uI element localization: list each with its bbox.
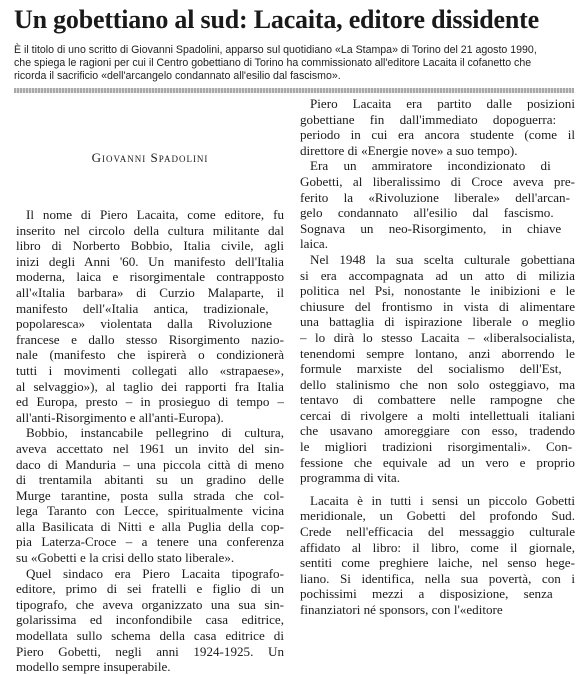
text-line: gelo condannato all'esilio dal fascismo. (300, 205, 554, 221)
text-line: su «Gobetti e la crisi dello stato liberale». (16, 550, 235, 566)
text-line: lega Taranto con Lecce, spiritualmente vicina (16, 503, 284, 519)
text-line: Quel sindaco era Piero Lacaita tipografo- (26, 565, 284, 581)
text-line: di trentamila abitanti su un gradino delle (16, 472, 284, 488)
text-line: meridionale, un Gobetti del profondo Sud. (300, 508, 575, 524)
text-line: inizi degli Anni '60. Un manifesto dell'Italia (16, 253, 284, 269)
paragraph-gap (300, 486, 575, 493)
text-line: finanziatori né sponsors, con l'«editore (300, 602, 503, 617)
text-line: una battaglia di ispirazione liberale o meglio (300, 314, 575, 330)
text-line: manifesto dell'«Italia antica, tradizionale, (16, 300, 269, 316)
text-line: Murge tarantine, posta sulla strada che col- (16, 487, 284, 503)
text-line: inserito nel circolo della cultura militante dal (16, 222, 284, 238)
text-line: Bobbio, instancabile pellegrino di cultura, (26, 425, 284, 441)
text-line: politica nel Psi, nonostante le inibizioni e le (300, 283, 575, 299)
text-line: Sognava un neo-Risorgimento, in chiave (300, 220, 562, 236)
text-line: Gobetti, al liberalissimo di Croce aveva pre- (300, 173, 575, 189)
text-line: tipografo, che aveva organizzato una sua sin- (16, 596, 284, 612)
text-line: Lacaita è in tutti i sensi un piccolo Gobetti (310, 492, 575, 508)
paragraph (300, 96, 575, 158)
text-line: editore, primo di sei fratelli e figlio di un (16, 581, 284, 597)
intro-line: È il titolo di uno scritto di Giovanni Spadolini, apparso sul quotidiano «La Stampa» di Torino del 21 agosto 1990, (14, 44, 537, 56)
text-line: aveva accettato nel 1961 un invito del sin- (16, 440, 284, 456)
headline: Un gobettiano al sud: Lacaita, editore dissidente (14, 5, 539, 34)
text-line: francese e dallo stesso Risorgimento nazio- (16, 331, 284, 347)
text-line: si era accompagnata ad un atto di milizia (300, 267, 575, 283)
paragraph (300, 493, 575, 618)
text-line: alla Basilicata di Nitti e alla Puglia della cop- (16, 518, 284, 534)
text-line: fessione che equivale ad un vero e proprio (300, 454, 575, 470)
text-line: Piero Gobetti, negli anni 1924-1925. Un (16, 643, 284, 659)
intro-text (14, 44, 574, 84)
text-line: che usavano amoreggiare con esso, tradendo (300, 423, 575, 439)
paragraph (16, 425, 284, 565)
text-line: ed Europa, presto – in prosieguo di tempo – (16, 394, 284, 410)
paragraph (16, 566, 284, 675)
text-line: – lo dirà lo stesso Lacaita – «liberalsocialista, (300, 329, 575, 345)
text-line: Piero Lacaita era partito dalle posizioni (310, 96, 575, 111)
text-line: formule marxiste del socialismo dell'Est, (300, 361, 562, 377)
text-line: Nel 1948 la sua scelta culturale gobettiana (310, 251, 575, 267)
text-line: ferito la «Rivoluzione liberale» dell'arcan- (300, 189, 570, 205)
text-line: Era un ammiratore incondizionato di (310, 158, 551, 174)
text-line: daco di Manduria – una piccola città di meno (16, 456, 284, 472)
text-line: all'«Italia barbara» di Curzio Malaparte, il (16, 284, 284, 300)
text-line: laica. (300, 236, 328, 252)
byline: Giovanni Spadolini (91, 150, 209, 165)
text-line: golarissima ed inconfondibile casa editrice, (16, 612, 284, 628)
paragraph (16, 207, 284, 425)
text-line: periodo in cui era ancora studente (come il (300, 127, 575, 143)
right-column (300, 96, 575, 618)
text-line: le migliori tradizioni risorgimentali». Con- (300, 439, 573, 455)
paragraph (300, 252, 575, 486)
text-line: chiusure del frontismo in vista di alimentare (300, 298, 575, 314)
text-line: tenendomi sempre lontano, anzi aborrendo le (300, 345, 575, 361)
text-line: sentiti come preghiere laiche, nel senso hege- (300, 555, 575, 571)
text-line: liano. Si identifica, nella sua povertà, con i (300, 570, 575, 586)
text-line: Crede nell'efficacia del messaggio culturale (300, 524, 575, 540)
text-line: cercai di rivolgere a molti intellettuali italiani (300, 407, 575, 423)
left-column (16, 96, 284, 675)
text-line: programma di vita. (300, 470, 400, 486)
paragraph (300, 158, 575, 252)
text-line: pia Laterza-Croce – a tenere una conferenza (16, 534, 284, 550)
text-line: al selvaggio»), al taglio dei rapporti fra Italia (16, 378, 284, 394)
text-line: popolaresca» violentata dalla Rivoluzione (16, 316, 272, 332)
text-line: tutti i movimenti collegati allo «strapaese», (16, 362, 284, 378)
text-line: dello stalinismo che non solo osteggiavo, ma (300, 376, 575, 392)
text-line: all'anti-Risorgimento e all'anti-Europa). (16, 409, 224, 425)
text-line: direttore di «Energie nove» a suo tempo). (300, 142, 518, 158)
text-line: libro di Norberto Bobbio, Italia civile, agli (16, 238, 284, 254)
text-line: moderna, laica e risorgimentale contrapposto (16, 269, 284, 285)
separator-band (14, 88, 574, 93)
text-line: Il nome di Piero Lacaita, come editore, fu (26, 207, 284, 222)
text-line: modellata sullo schema della casa editrice di (16, 628, 284, 644)
intro-line: che spiega le ragioni per cui il Centro gobettiano di Torino ha commissionato all'editore Lacaita il cofanetto che (14, 57, 532, 70)
text-line: nale (manifesto che ispirerà o condizionerà (16, 347, 284, 363)
text-line: gobettiane fin dall'immediato dopoguerra: (300, 111, 557, 127)
text-line: pochissimi mezzi a disposizione, senza (300, 586, 553, 602)
text-line: affidato al libro: il libro, come il giornale, (300, 539, 575, 555)
text-line: tentavo di combattere nelle rampogne che (300, 392, 575, 408)
intro-line: ricorda il sacrificio «dell'arcangelo condannato all'esilio dal fascismo». (14, 70, 341, 83)
text-line: modello sempre insuperabile. (16, 659, 171, 675)
